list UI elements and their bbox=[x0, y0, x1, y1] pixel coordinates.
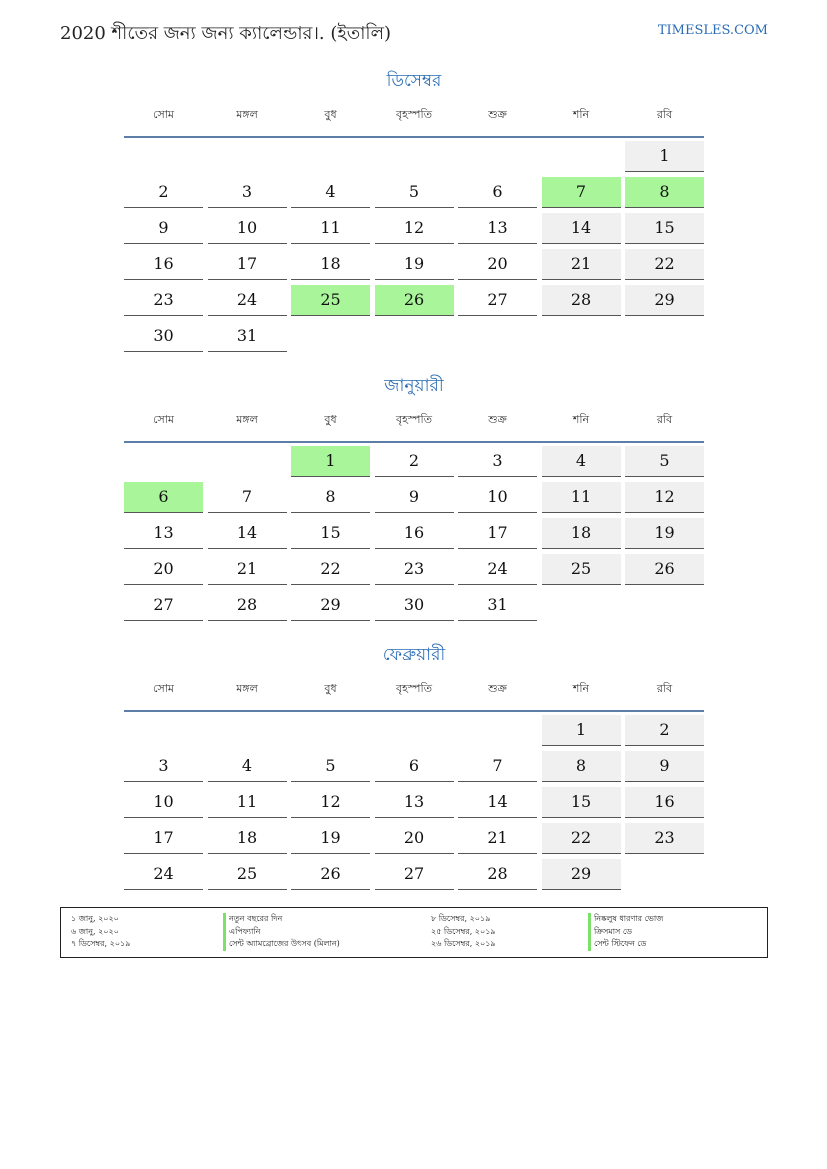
day-number bbox=[375, 715, 454, 745]
day-number bbox=[291, 321, 370, 351]
day-cell bbox=[124, 518, 203, 554]
day-cell bbox=[542, 285, 621, 321]
day-number: 20 bbox=[124, 554, 203, 585]
day-cell bbox=[124, 213, 203, 249]
day-cell bbox=[291, 249, 370, 285]
day-number bbox=[375, 141, 454, 171]
day-number bbox=[291, 715, 370, 745]
day-cell bbox=[291, 823, 370, 859]
day-cell bbox=[625, 213, 704, 249]
day-number: 3 bbox=[208, 177, 287, 208]
day-number: 11 bbox=[208, 787, 287, 818]
month-title: ফেব্রুয়ারী bbox=[382, 645, 446, 665]
day-number: 6 bbox=[458, 177, 537, 208]
day-cell bbox=[124, 859, 203, 895]
day-cell bbox=[291, 518, 370, 554]
day-cell bbox=[208, 554, 287, 590]
day-number bbox=[542, 321, 621, 351]
day-cell bbox=[625, 715, 704, 751]
month-calendar bbox=[124, 642, 704, 895]
day-number: 2 bbox=[625, 715, 704, 746]
day-number: 24 bbox=[124, 859, 203, 890]
weekday-label: মঙ্গল bbox=[236, 108, 258, 121]
day-number: 12 bbox=[375, 213, 454, 244]
day-cell bbox=[208, 518, 287, 554]
day-cell bbox=[458, 213, 537, 249]
weekday-label: রবি bbox=[656, 413, 673, 426]
empty-day-cell bbox=[458, 321, 537, 357]
empty-day-cell bbox=[458, 715, 537, 751]
day-cell bbox=[375, 590, 454, 626]
empty-day-cell bbox=[124, 715, 203, 751]
day-number: 7 bbox=[458, 751, 537, 782]
day-number: 5 bbox=[375, 177, 454, 208]
day-number: 18 bbox=[542, 518, 621, 549]
day-cell bbox=[375, 249, 454, 285]
weekday-label: সোম bbox=[152, 682, 175, 695]
empty-day-cell bbox=[208, 446, 287, 482]
day-number: 7 bbox=[542, 177, 621, 208]
day-number: 31 bbox=[458, 590, 537, 621]
weekday-label: শনি bbox=[572, 413, 590, 426]
day-cell bbox=[291, 446, 370, 482]
day-number bbox=[542, 590, 621, 620]
day-cell bbox=[542, 518, 621, 554]
day-number: 22 bbox=[291, 554, 370, 585]
day-number bbox=[542, 141, 621, 171]
day-cell bbox=[208, 787, 287, 823]
day-number: 2 bbox=[375, 446, 454, 477]
day-number: 4 bbox=[291, 177, 370, 208]
day-cell bbox=[291, 285, 370, 321]
day-number: 28 bbox=[458, 859, 537, 890]
day-number: 15 bbox=[542, 787, 621, 818]
day-cell bbox=[124, 249, 203, 285]
day-number: 10 bbox=[124, 787, 203, 818]
legend-holiday-name: এপিফ্যানি bbox=[223, 926, 340, 939]
weekday-label: শুক্র bbox=[488, 682, 507, 695]
day-number: 2 bbox=[124, 177, 203, 208]
legend-date: ৮ ডিসেম্বর, ২০১৯ bbox=[431, 914, 491, 923]
day-cell bbox=[625, 554, 704, 590]
day-cell bbox=[291, 859, 370, 895]
weekday-header bbox=[124, 104, 704, 138]
day-number bbox=[458, 141, 537, 171]
day-cell bbox=[625, 787, 704, 823]
month-title: ডিসেম্বর bbox=[386, 71, 442, 91]
day-cell bbox=[458, 554, 537, 590]
day-cell bbox=[542, 554, 621, 590]
day-number bbox=[124, 141, 203, 171]
day-number: 27 bbox=[375, 859, 454, 890]
day-cell bbox=[542, 249, 621, 285]
day-number: 14 bbox=[458, 787, 537, 818]
day-number: 25 bbox=[208, 859, 287, 890]
day-cell bbox=[124, 177, 203, 213]
empty-day-cell bbox=[291, 321, 370, 357]
day-cell bbox=[124, 554, 203, 590]
day-number: 18 bbox=[291, 249, 370, 280]
day-cell bbox=[291, 590, 370, 626]
day-cell bbox=[458, 823, 537, 859]
empty-day-cell bbox=[208, 715, 287, 751]
legend-holiday-name: সেন্ট অ্যামব্রোজের উৎসব (মিলান) bbox=[223, 938, 340, 951]
day-cell bbox=[124, 590, 203, 626]
day-number: 13 bbox=[458, 213, 537, 244]
day-number: 16 bbox=[375, 518, 454, 549]
day-number: 26 bbox=[291, 859, 370, 890]
day-cell bbox=[458, 518, 537, 554]
day-cell bbox=[625, 141, 704, 177]
day-grid bbox=[124, 443, 704, 626]
empty-day-cell bbox=[291, 141, 370, 177]
day-cell bbox=[625, 482, 704, 518]
day-number: 19 bbox=[625, 518, 704, 549]
day-number: 21 bbox=[208, 554, 287, 585]
day-cell bbox=[208, 213, 287, 249]
day-cell bbox=[375, 177, 454, 213]
day-number: 6 bbox=[124, 482, 203, 513]
day-cell bbox=[375, 823, 454, 859]
day-number: 29 bbox=[291, 590, 370, 621]
weekday-label: শনি bbox=[572, 682, 590, 695]
day-number: 13 bbox=[375, 787, 454, 818]
day-number: 15 bbox=[625, 213, 704, 244]
day-cell bbox=[542, 787, 621, 823]
day-number: 14 bbox=[542, 213, 621, 244]
day-cell bbox=[542, 177, 621, 213]
legend-holiday-name: ক্রিসমাস ডে bbox=[588, 926, 663, 939]
day-cell bbox=[124, 823, 203, 859]
legend-date: ২৫ ডিসেম্বর, ২০১৯ bbox=[431, 926, 496, 936]
day-number: 17 bbox=[458, 518, 537, 549]
day-number: 7 bbox=[208, 482, 287, 513]
day-cell bbox=[375, 446, 454, 482]
day-number: 31 bbox=[208, 321, 287, 352]
day-number: 28 bbox=[208, 590, 287, 621]
day-number bbox=[208, 446, 287, 476]
day-cell bbox=[542, 823, 621, 859]
day-cell bbox=[625, 751, 704, 787]
empty-day-cell bbox=[124, 141, 203, 177]
legend-holiday-name: নতুন বছরের দিন bbox=[223, 913, 340, 926]
month-calendar bbox=[124, 68, 704, 357]
empty-day-cell bbox=[625, 859, 704, 895]
day-number: 19 bbox=[291, 823, 370, 854]
weekday-label: শনি bbox=[572, 108, 590, 121]
page-title: 2020 শীতের জন্য জন্য ক্যালেন্ডার।. (ইতালি) bbox=[60, 23, 392, 44]
day-number: 23 bbox=[625, 823, 704, 854]
day-cell bbox=[375, 787, 454, 823]
day-cell bbox=[375, 213, 454, 249]
empty-day-cell bbox=[375, 321, 454, 357]
day-number: 3 bbox=[124, 751, 203, 782]
day-number: 8 bbox=[625, 177, 704, 208]
day-number: 18 bbox=[208, 823, 287, 854]
legend-date: ৬ জানু, ২০২০ bbox=[71, 926, 119, 936]
day-grid bbox=[124, 138, 704, 357]
day-number: 23 bbox=[375, 554, 454, 585]
day-number bbox=[625, 321, 704, 351]
day-number bbox=[625, 590, 704, 620]
weekday-label: বুধ bbox=[324, 682, 337, 695]
day-cell bbox=[208, 482, 287, 518]
day-cell bbox=[208, 321, 287, 357]
day-cell bbox=[291, 177, 370, 213]
day-number: 9 bbox=[124, 213, 203, 244]
day-number: 10 bbox=[458, 482, 537, 513]
day-cell bbox=[458, 285, 537, 321]
day-number: 30 bbox=[124, 321, 203, 352]
day-cell bbox=[291, 554, 370, 590]
day-cell bbox=[375, 751, 454, 787]
day-number: 11 bbox=[291, 213, 370, 244]
day-cell bbox=[208, 285, 287, 321]
day-number: 13 bbox=[124, 518, 203, 549]
day-cell bbox=[458, 859, 537, 895]
day-cell bbox=[625, 177, 704, 213]
legend-holiday-name: সেন্ট স্টিফেন ডে bbox=[588, 938, 663, 951]
weekday-label: সোম bbox=[152, 108, 175, 121]
day-cell bbox=[625, 518, 704, 554]
day-cell bbox=[291, 751, 370, 787]
empty-day-cell bbox=[375, 141, 454, 177]
day-cell bbox=[291, 787, 370, 823]
day-cell bbox=[625, 249, 704, 285]
legend-date: ৭ ডিসেম্বর, ২০১৯ bbox=[71, 939, 131, 948]
day-cell bbox=[625, 823, 704, 859]
day-number: 12 bbox=[625, 482, 704, 513]
day-number: 24 bbox=[458, 554, 537, 585]
legend-holiday-name: নিষ্কলুষ ধারণার ভোজ bbox=[588, 913, 663, 926]
day-number: 5 bbox=[625, 446, 704, 477]
day-cell bbox=[375, 859, 454, 895]
day-cell bbox=[208, 859, 287, 895]
day-cell bbox=[124, 751, 203, 787]
weekday-label: রবি bbox=[656, 682, 673, 695]
day-number bbox=[124, 715, 203, 745]
month-title: জানুয়ারী bbox=[384, 376, 444, 396]
day-cell bbox=[458, 177, 537, 213]
day-number: 16 bbox=[124, 249, 203, 280]
day-cell bbox=[124, 321, 203, 357]
weekday-label: বুধ bbox=[324, 413, 337, 426]
holiday-legend bbox=[60, 907, 768, 958]
day-cell bbox=[458, 751, 537, 787]
day-number: 3 bbox=[458, 446, 537, 477]
day-number: 22 bbox=[625, 249, 704, 280]
day-number: 29 bbox=[542, 859, 621, 890]
day-cell bbox=[625, 446, 704, 482]
day-cell bbox=[542, 751, 621, 787]
day-number: 9 bbox=[375, 482, 454, 513]
day-number: 17 bbox=[124, 823, 203, 854]
day-number bbox=[291, 141, 370, 171]
day-number: 1 bbox=[291, 446, 370, 477]
empty-day-cell bbox=[625, 590, 704, 626]
weekday-header bbox=[124, 678, 704, 712]
weekday-label: বৃহস্পতি bbox=[396, 413, 432, 426]
day-cell bbox=[542, 715, 621, 751]
day-number: 19 bbox=[375, 249, 454, 280]
empty-day-cell bbox=[375, 715, 454, 751]
day-number bbox=[625, 859, 704, 889]
day-cell bbox=[375, 554, 454, 590]
day-number: 14 bbox=[208, 518, 287, 549]
day-number: 27 bbox=[458, 285, 537, 316]
day-cell bbox=[124, 285, 203, 321]
day-cell bbox=[208, 249, 287, 285]
day-number: 6 bbox=[375, 751, 454, 782]
day-number: 28 bbox=[542, 285, 621, 316]
day-cell bbox=[208, 177, 287, 213]
day-number bbox=[375, 321, 454, 351]
day-cell bbox=[458, 482, 537, 518]
day-number: 9 bbox=[625, 751, 704, 782]
day-number: 12 bbox=[291, 787, 370, 818]
day-grid bbox=[124, 712, 704, 895]
day-cell bbox=[208, 751, 287, 787]
empty-day-cell bbox=[542, 141, 621, 177]
day-cell bbox=[375, 285, 454, 321]
day-cell bbox=[375, 518, 454, 554]
day-number bbox=[124, 446, 203, 476]
day-cell bbox=[291, 213, 370, 249]
empty-day-cell bbox=[542, 590, 621, 626]
day-cell bbox=[458, 249, 537, 285]
day-number: 26 bbox=[375, 285, 454, 316]
weekday-label: বুধ bbox=[324, 108, 337, 121]
day-cell bbox=[542, 859, 621, 895]
day-number: 4 bbox=[542, 446, 621, 477]
day-cell bbox=[542, 213, 621, 249]
day-cell bbox=[542, 446, 621, 482]
day-number: 23 bbox=[124, 285, 203, 316]
day-cell bbox=[208, 590, 287, 626]
empty-day-cell bbox=[542, 321, 621, 357]
day-number: 29 bbox=[625, 285, 704, 316]
weekday-label: সোম bbox=[152, 413, 175, 426]
month-calendar bbox=[124, 373, 704, 626]
day-number: 4 bbox=[208, 751, 287, 782]
empty-day-cell bbox=[625, 321, 704, 357]
day-number bbox=[208, 715, 287, 745]
day-cell bbox=[625, 285, 704, 321]
day-number: 8 bbox=[542, 751, 621, 782]
day-number bbox=[208, 141, 287, 171]
day-number: 1 bbox=[625, 141, 704, 172]
weekday-header bbox=[124, 409, 704, 443]
weekday-label: মঙ্গল bbox=[236, 682, 258, 695]
weekday-label: শুক্র bbox=[488, 413, 507, 426]
day-number: 15 bbox=[291, 518, 370, 549]
day-number: 11 bbox=[542, 482, 621, 513]
weekday-label: শুক্র bbox=[488, 108, 507, 121]
empty-day-cell bbox=[291, 715, 370, 751]
day-number: 21 bbox=[458, 823, 537, 854]
day-number: 27 bbox=[124, 590, 203, 621]
day-number bbox=[458, 715, 537, 745]
day-number: 10 bbox=[208, 213, 287, 244]
empty-day-cell bbox=[124, 446, 203, 482]
day-number: 5 bbox=[291, 751, 370, 782]
weekday-label: রবি bbox=[656, 108, 673, 121]
day-number: 26 bbox=[625, 554, 704, 585]
day-number: 8 bbox=[291, 482, 370, 513]
day-cell bbox=[124, 787, 203, 823]
day-cell bbox=[291, 482, 370, 518]
weekday-label: বৃহস্পতি bbox=[396, 682, 432, 695]
empty-day-cell bbox=[458, 141, 537, 177]
day-number: 30 bbox=[375, 590, 454, 621]
weekday-label: বৃহস্পতি bbox=[396, 108, 432, 121]
day-number: 17 bbox=[208, 249, 287, 280]
day-cell bbox=[542, 482, 621, 518]
day-cell bbox=[458, 446, 537, 482]
legend-date: ১ জানু, ২০২০ bbox=[71, 914, 119, 923]
day-number bbox=[458, 321, 537, 351]
day-cell bbox=[375, 482, 454, 518]
site-link[interactable]: TIMESLES.COM bbox=[657, 23, 768, 38]
day-number: 22 bbox=[542, 823, 621, 854]
day-cell bbox=[208, 823, 287, 859]
day-cell bbox=[458, 787, 537, 823]
legend-date: ২৬ ডিসেম্বর, ২০১৯ bbox=[431, 939, 496, 948]
day-number: 25 bbox=[542, 554, 621, 585]
day-cell bbox=[458, 590, 537, 626]
day-number: 24 bbox=[208, 285, 287, 316]
day-cell bbox=[124, 482, 203, 518]
empty-day-cell bbox=[208, 141, 287, 177]
day-number: 1 bbox=[542, 715, 621, 746]
day-number: 21 bbox=[542, 249, 621, 280]
day-number: 16 bbox=[625, 787, 704, 818]
day-number: 25 bbox=[291, 285, 370, 316]
day-number: 20 bbox=[458, 249, 537, 280]
weekday-label: মঙ্গল bbox=[236, 413, 258, 426]
day-number: 20 bbox=[375, 823, 454, 854]
